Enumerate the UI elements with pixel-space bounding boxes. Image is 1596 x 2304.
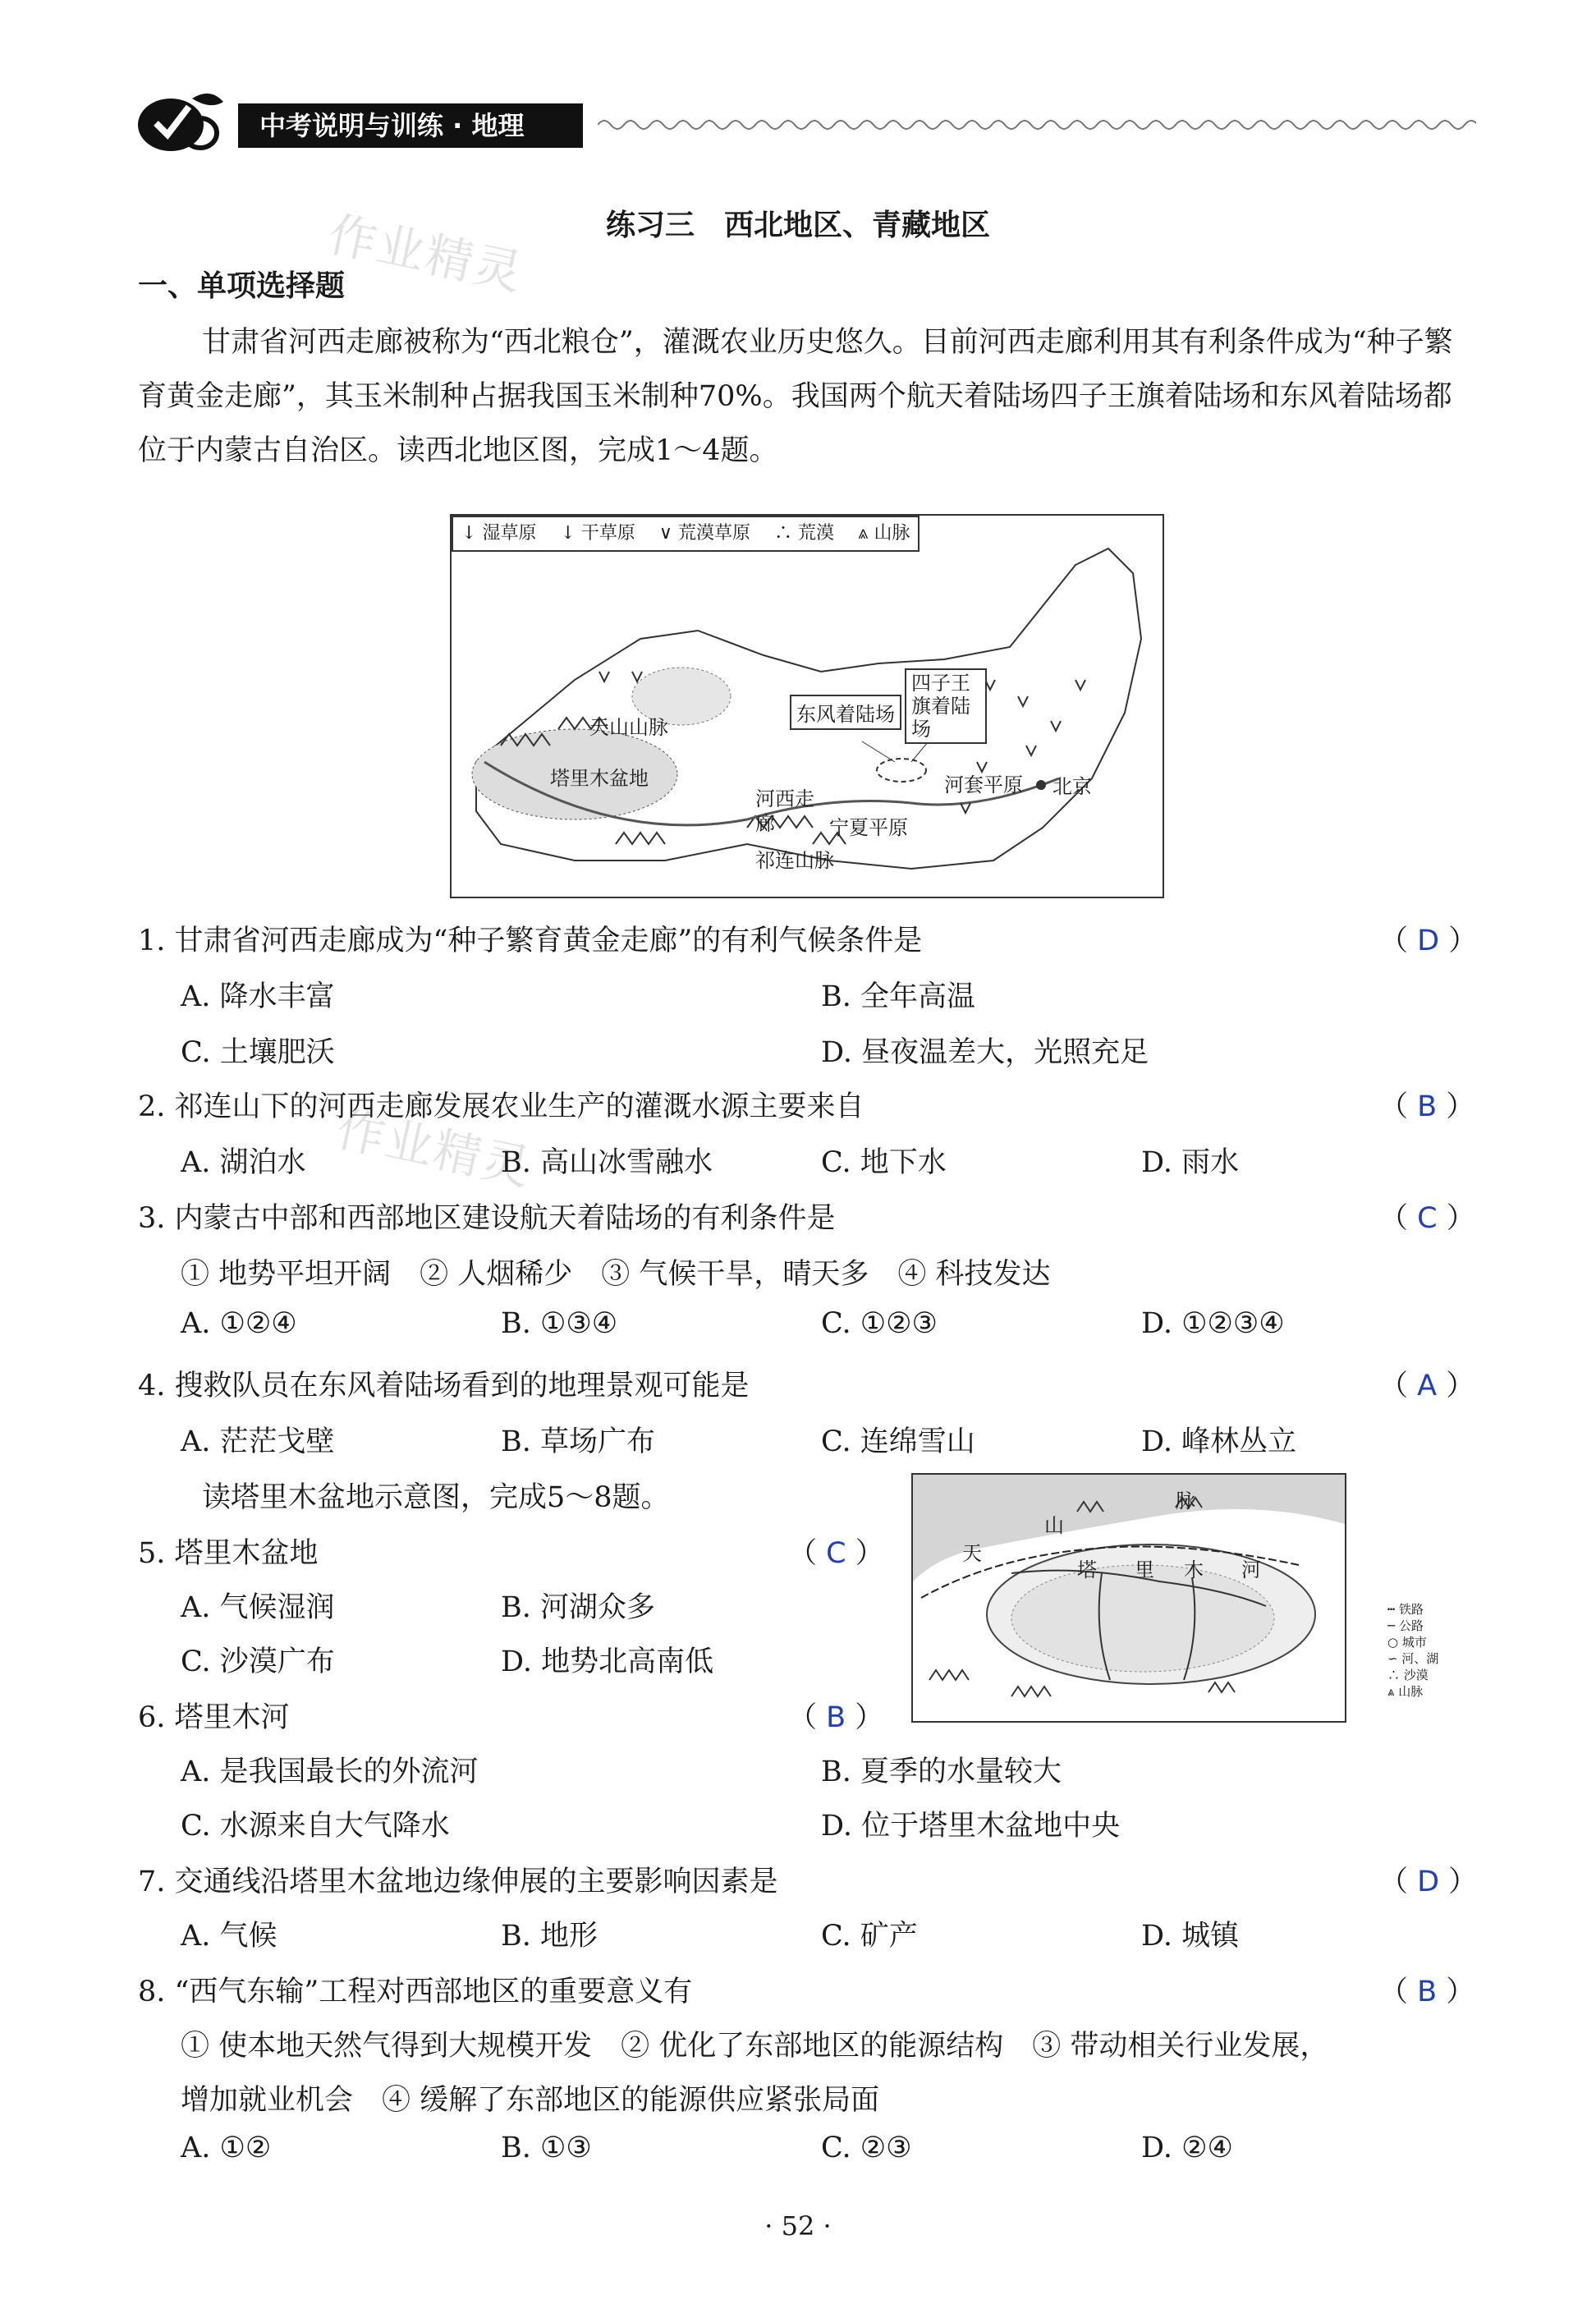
desert-icon: ∴ bbox=[1387, 1668, 1404, 1682]
q8-items-line1: ① 使本地天然气得到大规模开发 ② 优化了东部地区的能源结构 ③ 带动相关行业发展， bbox=[181, 2030, 1329, 2063]
watermark: 作业精灵 bbox=[323, 205, 529, 302]
label-he: 河 bbox=[1241, 1558, 1261, 1581]
q5-option-d: D. 地势北高南低 bbox=[501, 1645, 714, 1678]
label-hexi: 河西走廊 bbox=[755, 787, 814, 835]
watermark: 作业精灵 bbox=[332, 1100, 537, 1197]
northwest-map bbox=[450, 514, 1164, 898]
page-number: · 52 · bbox=[764, 2210, 832, 2242]
q3-option-c: C. ①②③ bbox=[821, 1307, 938, 1340]
q6-option-d: D. 位于塔里木盆地中央 bbox=[821, 1810, 1121, 1843]
question-5-answer: （ C ） bbox=[788, 1537, 884, 1570]
question-7-stem: 7. 交通线沿塔里木盆地边缘伸展的主要影响因素是 bbox=[138, 1866, 778, 1898]
q1-option-c: C. 土壤肥沃 bbox=[181, 1036, 335, 1069]
label-li: 里 bbox=[1135, 1558, 1154, 1581]
q7-option-c: C. 矿产 bbox=[821, 1920, 918, 1953]
q5-option-b: B. 河湖众多 bbox=[501, 1591, 655, 1624]
map2-intro: 读塔里木盆地示意图，完成5～8题。 bbox=[202, 1481, 670, 1514]
label-qilian: 祁连山脉 bbox=[755, 849, 834, 872]
question-2-stem: 2. 祁连山下的河西走廊发展农业生产的灌溉水源主要来自 bbox=[138, 1090, 864, 1123]
q2-option-c: C. 地下水 bbox=[821, 1146, 947, 1179]
page-title: 练习三 西北地区、青藏地区 bbox=[605, 209, 990, 242]
q4-option-c: C. 连绵雪山 bbox=[821, 1425, 975, 1458]
map1-legend: ↓ 湿草原 ↓ 干草原 ∨ 荒漠草原 ∴ 荒漠 ⩓ 山脉 bbox=[452, 516, 920, 552]
dry-grassland-icon: ↓ bbox=[542, 523, 581, 544]
q8-option-b: B. ①③ bbox=[501, 2132, 592, 2164]
question-4-stem: 4. 搜救队员在东风着陆场看到的地理景观可能是 bbox=[138, 1370, 750, 1402]
q5-option-c: C. 沙漠广布 bbox=[181, 1645, 335, 1678]
label-mu: 木 bbox=[1184, 1558, 1204, 1581]
q3-option-a: A. ①②④ bbox=[181, 1307, 297, 1340]
q1-option-d: D. 昼夜温差大，光照充足 bbox=[821, 1036, 1149, 1069]
q1-option-b: B. 全年高温 bbox=[821, 980, 975, 1013]
tarim-basin-map bbox=[911, 1473, 1346, 1723]
wet-grassland-icon: ↓ bbox=[461, 523, 483, 544]
label-tianshan: 天山山脉 bbox=[589, 716, 668, 739]
desert-icon: ∴ bbox=[756, 523, 799, 544]
section-heading: 一、单项选择题 bbox=[138, 269, 346, 303]
question-8-answer: （ B ） bbox=[1379, 1976, 1475, 2008]
question-3-stem: 3. 内蒙古中部和西部地区建设航天着陆场的有利条件是 bbox=[138, 1202, 836, 1235]
question-7-answer: （ D ） bbox=[1379, 1866, 1478, 1898]
city-icon: ○ bbox=[1387, 1635, 1402, 1650]
header-wave-rule bbox=[598, 115, 1476, 135]
q8-items-line2: 增加就业机会 ④ 缓解了东部地区的能源供应紧张局面 bbox=[181, 2084, 880, 2117]
question-5-stem: 5. 塔里木盆地 bbox=[138, 1537, 319, 1570]
q4-option-d: D. 峰林丛立 bbox=[1141, 1425, 1297, 1458]
question-8-stem: 8. “西气东输”工程对西部地区的重要意义有 bbox=[138, 1976, 693, 2008]
map2-legend: ┅ 铁路 ─ 公路 ○ 城市 ∽ 河、湖 ∴ 沙漠 ⩓ 山脉 bbox=[1387, 1602, 1439, 1699]
mountain-icon: ⩓ bbox=[840, 523, 874, 544]
label-ta: 塔 bbox=[1077, 1558, 1097, 1581]
label-dongfeng: 东风着陆场 bbox=[790, 695, 901, 730]
label-siziwang: 四子王旗着陆场 bbox=[905, 668, 987, 744]
q6-option-c: C. 水源来自大气降水 bbox=[181, 1810, 450, 1843]
q4-option-a: A. 茫茫戈壁 bbox=[181, 1425, 335, 1458]
q3-option-b: B. ①③④ bbox=[501, 1307, 618, 1340]
q2-option-b: B. 高山冰雪融水 bbox=[501, 1146, 713, 1179]
q6-option-b: B. 夏季的水量较大 bbox=[821, 1756, 1062, 1788]
q2-option-d: D. 雨水 bbox=[1141, 1146, 1240, 1179]
question-6-answer: （ B ） bbox=[788, 1701, 884, 1734]
label-tarim: 塔里木盆地 bbox=[550, 767, 649, 790]
beijing-marker bbox=[1036, 780, 1046, 790]
question-1-stem: 1. 甘肃省河西走廊成为“种子繁育黄金走廊”的有利气候条件是 bbox=[138, 925, 923, 957]
label-mai: 脉 bbox=[1176, 1489, 1195, 1512]
q4-option-b: B. 草场广布 bbox=[501, 1425, 655, 1458]
q7-option-d: D. 城镇 bbox=[1141, 1920, 1240, 1953]
intro-paragraph: 甘肃省河西走廊被称为“西北粮仓”，灌溉农业历史悠久。目前河西走廊利用其有利条件成为“种子繁育黄金走廊”，其玉米制种占据我国玉米制种70%。我国两个航天着陆场四子王旗着陆场和东风着陆场都位于内蒙古自治区。读西北地区图，完成1～4题。 bbox=[138, 326, 1453, 467]
label-hetao: 河套平原 bbox=[944, 773, 1023, 796]
q5-option-a: A. 气候湿润 bbox=[181, 1591, 335, 1624]
mountain-icon: ⩓ bbox=[1387, 1684, 1399, 1699]
q6-option-a: A. 是我国最长的外流河 bbox=[181, 1756, 479, 1788]
q1-option-a: A. 降水丰富 bbox=[181, 980, 335, 1013]
q2-option-a: A. 湖泊水 bbox=[181, 1146, 306, 1179]
q8-option-d: D. ②④ bbox=[1141, 2132, 1233, 2164]
question-4-answer: （ A ） bbox=[1379, 1370, 1475, 1402]
road-icon: ─ bbox=[1387, 1618, 1399, 1633]
question-2-answer: （ B ） bbox=[1379, 1090, 1475, 1123]
river-lake-icon: ∽ bbox=[1387, 1651, 1402, 1666]
question-1-answer: （ D ） bbox=[1379, 925, 1478, 957]
desert-grassland-icon: ∨ bbox=[640, 523, 679, 544]
header-banner: 中考说明与训练 · 地理 bbox=[238, 103, 583, 148]
q3-option-d: D. ①②③④ bbox=[1141, 1307, 1285, 1340]
railway-icon: ┅ bbox=[1387, 1602, 1399, 1617]
label-ningxia: 宁夏平原 bbox=[829, 816, 908, 839]
q3-items: ① 地势平坦开阔 ② 人烟稀少 ③ 气候干旱，晴天多 ④ 科技发达 bbox=[181, 1258, 1051, 1291]
question-3-answer: （ C ） bbox=[1379, 1202, 1475, 1235]
book-logo-icon bbox=[131, 82, 230, 156]
q7-option-b: B. 地形 bbox=[501, 1920, 598, 1953]
q8-option-a: A. ①② bbox=[181, 2132, 272, 2164]
label-tian: 天 bbox=[962, 1542, 982, 1565]
question-6-stem: 6. 塔里木河 bbox=[138, 1701, 290, 1734]
q8-option-c: C. ②③ bbox=[821, 2132, 912, 2164]
label-shan: 山 bbox=[1044, 1514, 1064, 1537]
q7-option-a: A. 气候 bbox=[181, 1920, 277, 1953]
label-beijing: 北京 bbox=[1053, 775, 1092, 798]
